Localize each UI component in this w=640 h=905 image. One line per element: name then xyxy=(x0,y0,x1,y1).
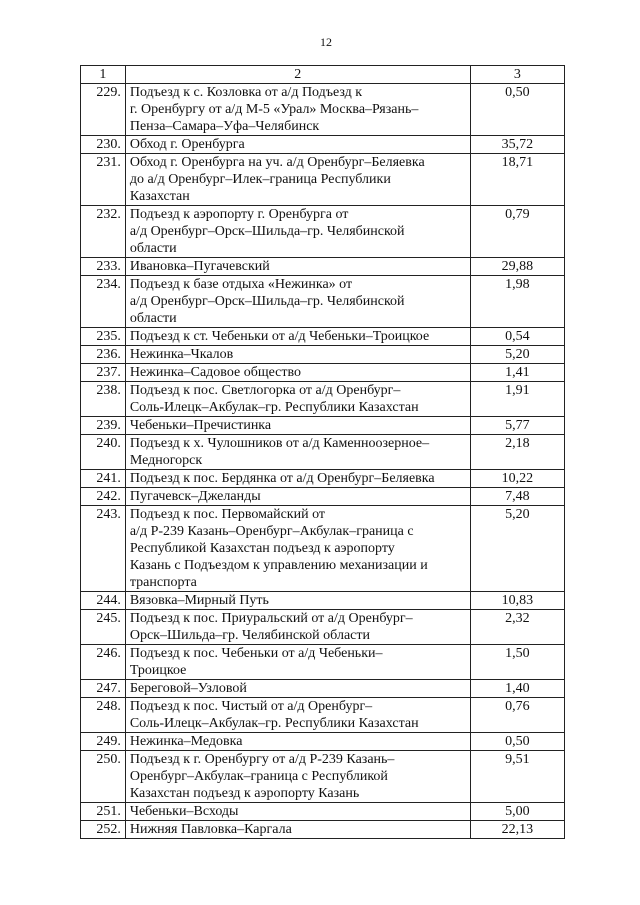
table-row xyxy=(81,751,565,803)
road-name-line: Подъезд к пос. Чебеньки от а/д Чебеньки– xyxy=(129,646,383,661)
road-name-line: Медногорск xyxy=(129,453,203,468)
road-name-line: а/д Оренбург–Орск–Шильда–гр. Челябинской xyxy=(129,294,405,309)
road-name xyxy=(125,382,470,417)
row-number: 233. xyxy=(81,258,126,276)
table-row xyxy=(81,803,565,821)
road-length: 9,51 xyxy=(470,751,564,803)
road-name-line: Соль-Илецк–Акбулак–гр. Республики Казахстан xyxy=(129,400,419,415)
row-number: 246. xyxy=(81,645,126,680)
road-name-line: Пенза–Самара–Уфа–Челябинск xyxy=(129,119,320,134)
road-name-line: Нежинка–Чкалов xyxy=(129,347,234,362)
road-name-line: Казахстан подъезд к аэропорту Казань xyxy=(129,786,360,801)
road-length: 22,13 xyxy=(470,821,564,839)
road-name xyxy=(125,84,470,136)
header-col-3: 3 xyxy=(470,66,564,84)
road-length: 0,54 xyxy=(470,328,564,346)
road-name-line: транспорта xyxy=(129,575,197,590)
road-name-line: Орск–Шильда–гр. Челябинской области xyxy=(129,628,370,643)
road-name xyxy=(125,488,470,506)
road-name-line: Подъезд к г. Оренбургу от а/д Р-239 Казань– xyxy=(129,752,395,767)
road-name xyxy=(125,136,470,154)
table-row xyxy=(81,417,565,435)
row-number: 229. xyxy=(81,84,126,136)
road-name-line: Ивановка–Пугачевский xyxy=(129,259,270,274)
road-length: 0,76 xyxy=(470,698,564,733)
road-name-line: Чебеньки–Пречистинка xyxy=(129,418,272,433)
road-name-line: Казань с Подъездом к управлению механизации и xyxy=(129,558,428,573)
road-name-line: Подъезд к аэропорту г. Оренбурга от xyxy=(129,207,349,222)
road-name-line: Подъезд к пос. Первомайский от xyxy=(129,507,326,522)
table-row xyxy=(81,206,565,258)
road-length: 2,18 xyxy=(470,435,564,470)
row-number: 234. xyxy=(81,276,126,328)
road-name xyxy=(125,470,470,488)
road-length: 35,72 xyxy=(470,136,564,154)
table-row xyxy=(81,364,565,382)
road-name-line: Подъезд к пос. Светлогорка от а/д Оренбург– xyxy=(129,383,401,398)
road-name-line: Нижняя Павловка–Каргала xyxy=(129,822,292,837)
row-number: 243. xyxy=(81,506,126,592)
table-row xyxy=(81,610,565,645)
row-number: 251. xyxy=(81,803,126,821)
road-name xyxy=(125,506,470,592)
road-name xyxy=(125,346,470,364)
table-row xyxy=(81,258,565,276)
road-name-line: Подъезд к с. Козловка от а/д Подъезд к xyxy=(129,85,363,100)
table-row xyxy=(81,506,565,592)
table-row xyxy=(81,435,565,470)
row-number: 238. xyxy=(81,382,126,417)
row-number: 232. xyxy=(81,206,126,258)
road-name xyxy=(125,328,470,346)
road-length: 5,20 xyxy=(470,506,564,592)
row-number: 252. xyxy=(81,821,126,839)
table-row xyxy=(81,698,565,733)
road-name xyxy=(125,680,470,698)
road-name-line: до а/д Оренбург–Илек–граница Республики xyxy=(129,172,391,187)
road-name-line: Чебеньки–Всходы xyxy=(129,804,239,819)
road-name xyxy=(125,592,470,610)
road-name-line: Береговой–Узловой xyxy=(129,681,247,696)
row-number: 235. xyxy=(81,328,126,346)
road-name-line: области xyxy=(129,241,177,256)
road-name-line: области xyxy=(129,311,177,326)
row-number: 250. xyxy=(81,751,126,803)
road-length: 0,79 xyxy=(470,206,564,258)
row-number: 247. xyxy=(81,680,126,698)
road-length: 5,00 xyxy=(470,803,564,821)
road-name-line: Соль-Илецк–Акбулак–гр. Республики Казахстан xyxy=(129,716,419,731)
table-row xyxy=(81,328,565,346)
road-length: 1,91 xyxy=(470,382,564,417)
row-number: 240. xyxy=(81,435,126,470)
table-row xyxy=(81,382,565,417)
table-row xyxy=(81,733,565,751)
row-number: 242. xyxy=(81,488,126,506)
road-name-line: Подъезд к х. Чулошников от а/д Каменноозерное– xyxy=(129,436,430,451)
row-number: 231. xyxy=(81,154,126,206)
road-name-line: Подъезд к пос. Приуральский от а/д Оренбург– xyxy=(129,611,413,626)
road-length: 1,41 xyxy=(470,364,564,382)
road-name-line: Пугачевск–Джеланды xyxy=(129,489,261,504)
road-length: 1,98 xyxy=(470,276,564,328)
table-row xyxy=(81,346,565,364)
road-length: 1,40 xyxy=(470,680,564,698)
road-name xyxy=(125,803,470,821)
road-length: 10,22 xyxy=(470,470,564,488)
road-name-line: Подъезд к пос. Чистый от а/д Оренбург– xyxy=(129,699,373,714)
road-name xyxy=(125,610,470,645)
table-row xyxy=(81,136,565,154)
row-number: 249. xyxy=(81,733,126,751)
header-col-1: 1 xyxy=(81,66,126,84)
row-number: 230. xyxy=(81,136,126,154)
table-row xyxy=(81,84,565,136)
road-length: 0,50 xyxy=(470,84,564,136)
page-number: 12 xyxy=(320,35,332,49)
row-number: 244. xyxy=(81,592,126,610)
road-name-line: Нежинка–Садовое общество xyxy=(129,365,302,380)
row-number: 245. xyxy=(81,610,126,645)
road-name-line: Подъезд к пос. Бердянка от а/д Оренбург–Беляевка xyxy=(129,471,435,486)
table-row xyxy=(81,821,565,839)
road-name-line: г. Оренбургу от а/д М-5 «Урал» Москва–Рязань– xyxy=(129,102,419,117)
table-row xyxy=(81,645,565,680)
row-number: 237. xyxy=(81,364,126,382)
road-name-line: Оренбург–Акбулак–граница с Республикой xyxy=(129,769,388,784)
road-name xyxy=(125,751,470,803)
row-number: 248. xyxy=(81,698,126,733)
road-length: 5,77 xyxy=(470,417,564,435)
road-name xyxy=(125,258,470,276)
table-row xyxy=(81,276,565,328)
row-number: 241. xyxy=(81,470,126,488)
road-name-line: Казахстан xyxy=(129,189,190,204)
row-number: 239. xyxy=(81,417,126,435)
table-row xyxy=(81,680,565,698)
road-name-line: а/д Оренбург–Орск–Шильда–гр. Челябинской xyxy=(129,224,405,239)
road-name xyxy=(125,206,470,258)
road-name xyxy=(125,276,470,328)
road-name xyxy=(125,417,470,435)
road-name xyxy=(125,698,470,733)
road-name xyxy=(125,821,470,839)
road-name-line: Подъезд к ст. Чебеньки от а/д Чебеньки–Троицкое xyxy=(129,329,430,344)
table-row xyxy=(81,470,565,488)
road-name-line: Троицкое xyxy=(129,663,187,678)
road-name-line: а/д Р-239 Казань–Оренбург–Акбулак–граница с xyxy=(129,524,414,539)
road-length: 2,32 xyxy=(470,610,564,645)
road-name-line: Обход г. Оренбурга xyxy=(129,137,245,152)
road-length: 29,88 xyxy=(470,258,564,276)
header-col-2: 2 xyxy=(125,66,470,84)
road-name-line: Обход г. Оренбурга на уч. а/д Оренбург–Беляевка xyxy=(129,155,425,170)
road-length: 5,20 xyxy=(470,346,564,364)
table-row xyxy=(81,488,565,506)
road-name xyxy=(125,435,470,470)
table-header-row xyxy=(81,66,565,84)
road-name-line: Республикой Казахстан подъезд к аэропорту xyxy=(129,541,395,556)
road-name xyxy=(125,364,470,382)
road-length: 0,50 xyxy=(470,733,564,751)
road-length: 10,83 xyxy=(470,592,564,610)
road-name-line: Нежинка–Медовка xyxy=(129,734,243,749)
road-length: 7,48 xyxy=(470,488,564,506)
road-name-line: Подъезд к базе отдыха «Нежинка» от xyxy=(129,277,353,292)
road-name xyxy=(125,733,470,751)
road-name xyxy=(125,154,470,206)
row-number: 236. xyxy=(81,346,126,364)
table-row xyxy=(81,154,565,206)
road-length: 18,71 xyxy=(470,154,564,206)
roads-table xyxy=(80,65,565,839)
road-name-line: Вязовка–Мирный Путь xyxy=(129,593,269,608)
road-name xyxy=(125,645,470,680)
table-row xyxy=(81,592,565,610)
road-length: 1,50 xyxy=(470,645,564,680)
